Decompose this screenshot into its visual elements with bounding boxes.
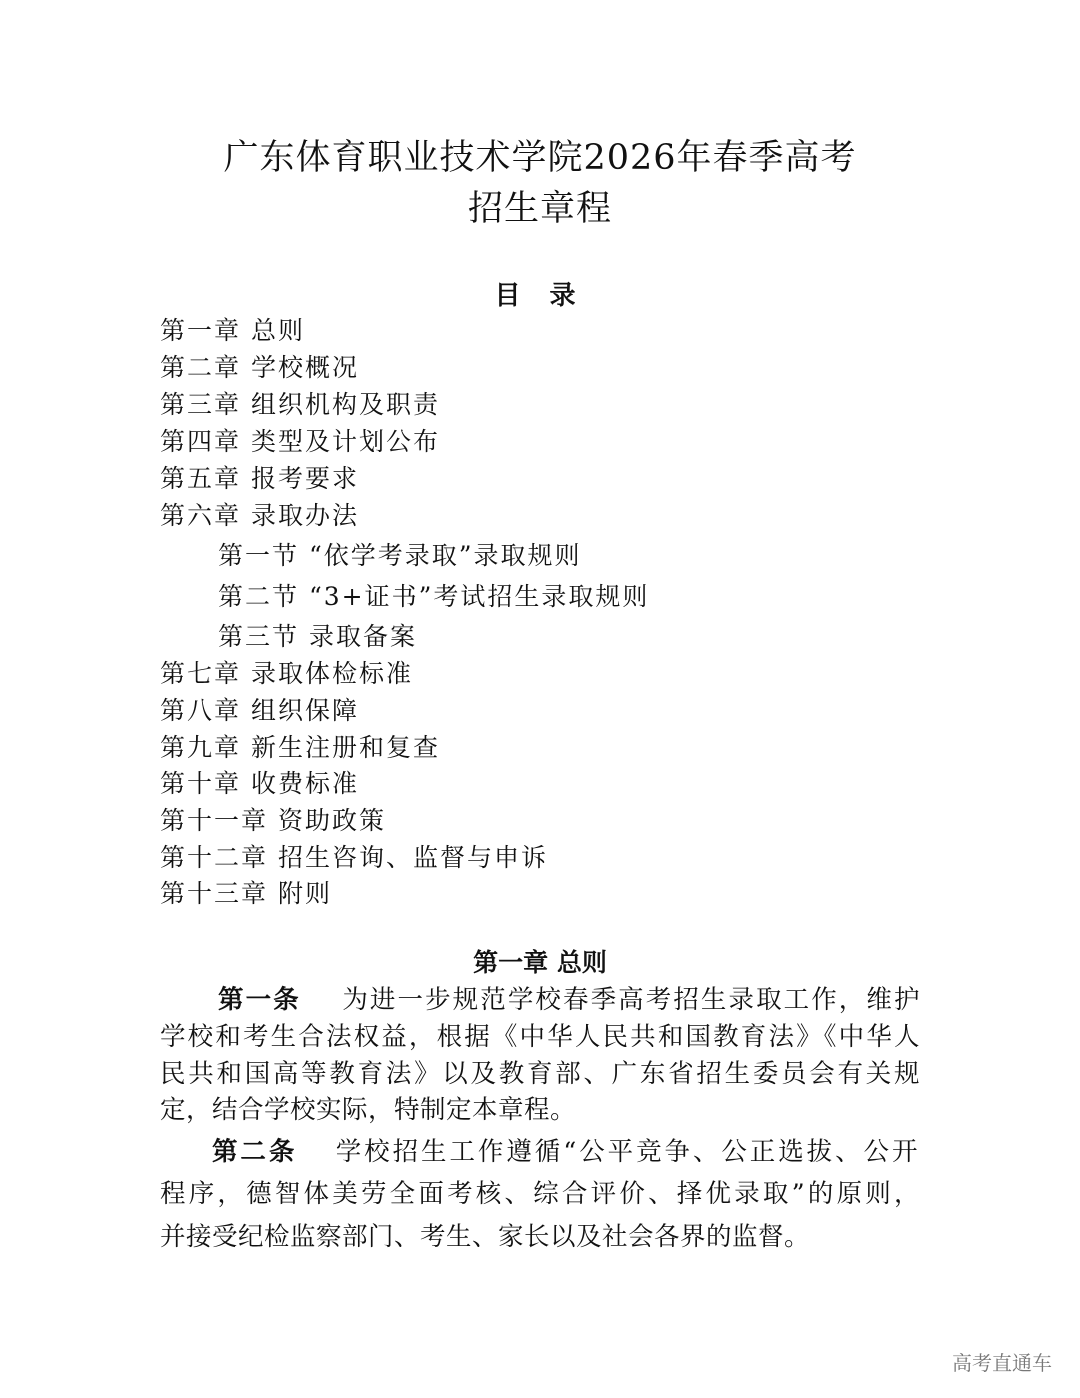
- article-2-label: 第二条: [212, 1137, 298, 1167]
- toc-item: 第十二章 招生咨询、监督与申诉: [160, 843, 548, 872]
- watermark: 高考直通车: [952, 1351, 1052, 1375]
- toc-heading: 目 录: [494, 281, 586, 311]
- toc-item: 第二章 学校概况: [160, 353, 359, 382]
- toc-item: 第七章 录取体检标准: [160, 659, 413, 688]
- toc-item: 第八章 组织保障: [160, 696, 359, 725]
- document-title-line-1: 广东体育职业技术学院2026年春季高考: [223, 138, 857, 178]
- article-1-label: 第一条: [218, 985, 301, 1015]
- toc-item: 第三章 组织机构及职责: [160, 390, 440, 419]
- toc-item: 第一节 “依学考录取”录取规则: [218, 541, 582, 570]
- toc-item: 第一章 总则: [160, 316, 305, 345]
- toc-item: 第二节 “3+证书”考试招生录取规则: [218, 582, 650, 611]
- article-2-line: 程序，德智体美劳全面考核、综合评价、择优录取”的原则，: [160, 1179, 920, 1209]
- article-2-line: 并接受纪检监察部门、考生、家长以及社会各界的监督。: [160, 1222, 811, 1252]
- toc-item: 第十一章 资助政策: [160, 806, 386, 835]
- toc-item: 第十三章 附则: [160, 879, 332, 908]
- article-1-line: 学校和考生合法权益，根据《中华人民共和国教育法》《中华人: [160, 1022, 920, 1052]
- article-1-line: 民共和国高等教育法》以及教育部、广东省招生委员会有关规: [160, 1059, 920, 1089]
- toc-item: 第六章 录取办法: [160, 501, 359, 530]
- document-title-line-2: 招生章程: [467, 189, 612, 229]
- toc-item: 第四章 类型及计划公布: [160, 427, 440, 456]
- chapter-1-heading: 第一章 总则: [473, 948, 607, 977]
- toc-item: 第九章 新生注册和复查: [160, 733, 440, 762]
- article-1-line: 第一条 为进一步规范学校春季高考招生录取工作，维护: [218, 985, 920, 1015]
- toc-item: 第十章 收费标准: [160, 769, 359, 798]
- toc-item: 第五章 报考要求: [160, 464, 359, 493]
- article-2-line: 第二条 学校招生工作遵循“公平竞争、公正选拔、公开: [212, 1137, 918, 1167]
- toc-item: 第三节 录取备案: [218, 622, 417, 651]
- article-1-line: 定，结合学校实际，特制定本章程。: [160, 1095, 577, 1125]
